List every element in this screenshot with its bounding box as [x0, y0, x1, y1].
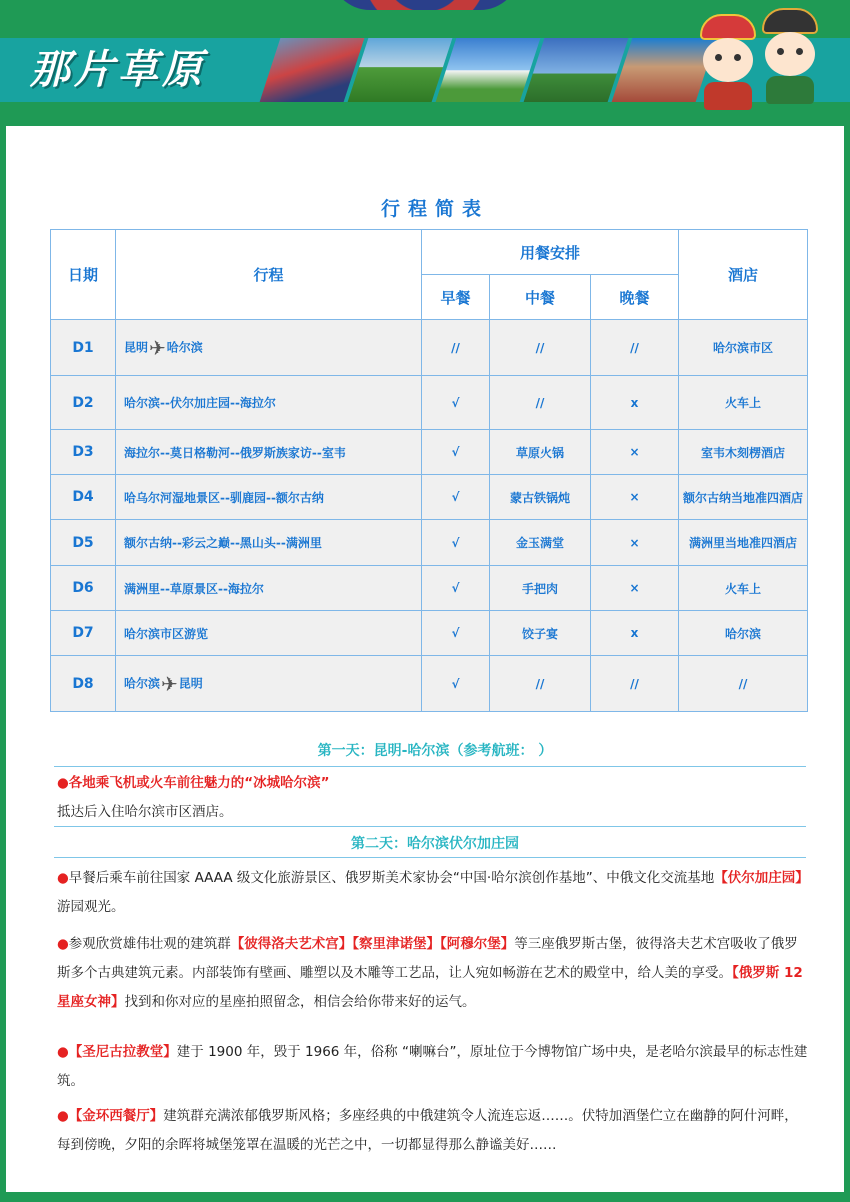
table-row: [51, 320, 808, 376]
highlight-golden-ring: 【金环西餐厅】: [68, 1108, 164, 1124]
bullet: ●: [57, 936, 69, 952]
bullet: ●: [57, 1108, 69, 1124]
day2-paragraph-4: [57, 1102, 809, 1160]
row-lunch: //: [490, 656, 591, 712]
row-day: D8: [51, 656, 116, 712]
row-route: [116, 656, 422, 712]
row-day: D7: [51, 611, 116, 656]
row-lunch: //: [490, 376, 591, 430]
row-breakfast: √: [422, 475, 490, 520]
header-hotel: 酒店: [679, 230, 808, 320]
row-lunch: 蒙古铁锅炖: [490, 475, 591, 520]
route-from: 昆明: [124, 340, 149, 354]
day2-paragraph-2: [57, 930, 809, 1017]
text: 找到和你对应的星座拍照留念，相信会给你带来好的运气。: [124, 994, 476, 1010]
row-hotel: 额尔古纳当地准四酒店: [679, 475, 808, 520]
row-dinner: ×: [591, 475, 679, 520]
day2-paragraph-3: [57, 1038, 809, 1096]
divider: [54, 766, 806, 767]
table-row: [51, 611, 808, 656]
row-hotel: 满洲里当地准四酒店: [679, 520, 808, 566]
row-day: D6: [51, 566, 116, 611]
table-row: [51, 430, 808, 475]
text: 早餐后乘车前往国家 AAAA 级文化旅游景区、俄罗斯美术家协会“中国·哈尔滨创作基地”、中俄文化交流基地: [68, 870, 715, 886]
table-row: [51, 566, 808, 611]
row-lunch: 草原火锅: [490, 430, 591, 475]
table-row: [51, 376, 808, 430]
row-lunch: //: [490, 320, 591, 376]
row-breakfast: √: [422, 430, 490, 475]
schedule-title: 行程简表: [380, 198, 489, 220]
day1-text: 抵达后入住哈尔滨市区酒店。: [57, 804, 233, 820]
text: 游园观光。: [57, 899, 125, 915]
row-dinner: ×: [591, 430, 679, 475]
row-hotel: 火车上: [679, 566, 808, 611]
row-breakfast: //: [422, 320, 490, 376]
row-dinner: x: [591, 376, 679, 430]
header-date: 日期: [51, 230, 116, 320]
row-breakfast: √: [422, 611, 490, 656]
banner-title: 那片草原: [30, 46, 206, 93]
airplane-icon: ✈: [149, 335, 166, 360]
highlight-zodiac-goddess: 【俄罗斯 12 星座女神】: [57, 965, 803, 1010]
header-ornament: [330, 0, 520, 10]
photo-folk-costume: [260, 38, 365, 102]
row-dinner: ×: [591, 520, 679, 566]
header-meals: 用餐安排: [422, 230, 679, 275]
row-hotel: 火车上: [679, 376, 808, 430]
row-route: 哈尔滨市区游览: [116, 611, 422, 656]
row-lunch: 饺子宴: [490, 611, 591, 656]
mascot-boy-icon: [762, 8, 818, 108]
header-route: 行程: [116, 230, 422, 320]
header-breakfast: 早餐: [422, 275, 490, 320]
day2-title: 第二天：哈尔滨伏尔加庄园: [351, 836, 519, 852]
row-route: 哈乌尔河湿地景区--驯鹿园--额尔古纳: [116, 475, 422, 520]
airplane-icon: ✈: [161, 671, 178, 696]
row-dinner: //: [591, 656, 679, 712]
row-route: 额尔古纳--彩云之巅--黑山头--满洲里: [116, 520, 422, 566]
row-breakfast: √: [422, 656, 490, 712]
highlight-volga-manor: 【伏尔加庄园】: [714, 870, 809, 886]
row-dinner: x: [591, 611, 679, 656]
bullet: ●: [57, 870, 69, 886]
table-row: [51, 656, 808, 712]
row-hotel: 室韦木刻楞酒店: [679, 430, 808, 475]
schedule-table: [50, 229, 808, 712]
text: 等三座俄罗斯古堡，彼得洛夫艺术宫吸收了俄罗斯多个古典建筑元素。内部装饰有壁画、雕塑以及木雕等工艺品，让人宛如畅游在艺术的殿堂中，给人美的享受。: [57, 936, 798, 981]
photo-musician: [348, 38, 453, 102]
row-route: 哈尔滨--伏尔加庄园--海拉尔: [116, 376, 422, 430]
row-dinner: ×: [591, 566, 679, 611]
content-page: [6, 126, 844, 1192]
photo-grassland: [524, 38, 629, 102]
divider: [54, 857, 806, 858]
row-hotel: 哈尔滨市区: [679, 320, 808, 376]
day1-highlight: ●各地乘飞机或火车前往魅力的“冰城哈尔滨”: [57, 775, 330, 791]
row-dinner: //: [591, 320, 679, 376]
row-hotel: 哈尔滨: [679, 611, 808, 656]
header-banner: [0, 0, 850, 120]
row-hotel: //: [679, 656, 808, 712]
row-day: D4: [51, 475, 116, 520]
route-to: 哈尔滨: [166, 340, 203, 354]
header-lunch: 中餐: [490, 275, 591, 320]
table-row: [51, 520, 808, 566]
row-breakfast: √: [422, 376, 490, 430]
row-breakfast: √: [422, 520, 490, 566]
route-to: 昆明: [178, 676, 203, 690]
row-day: D5: [51, 520, 116, 566]
text: 建筑群充满浓郁俄罗斯风格；多座经典的中俄建筑令人流连忘返……。伏特加酒堡伫立在幽静的阿什河畔，每到傍晚，夕阳的余晖将城堡笼罩在温暖的光芒之中，一切都显得那么静谧美好……: [57, 1108, 798, 1153]
row-day: D1: [51, 320, 116, 376]
day2-paragraph-1: [57, 864, 809, 922]
row-lunch: 金玉满堂: [490, 520, 591, 566]
table-row: [51, 475, 808, 520]
day1-title: 第一天：昆明-哈尔滨（参考航班： ）: [317, 743, 553, 759]
row-day: D3: [51, 430, 116, 475]
banner-photo-strip: [270, 38, 710, 102]
row-route: 满洲里--草原景区--海拉尔: [116, 566, 422, 611]
row-route: 海拉尔--莫日格勒河--俄罗斯族家访--室韦: [116, 430, 422, 475]
header-dinner: 晚餐: [591, 275, 679, 320]
route-from: 哈尔滨: [124, 676, 161, 690]
row-breakfast: √: [422, 566, 490, 611]
bullet: ●: [57, 1044, 69, 1060]
photo-yurt: [436, 38, 541, 102]
mascot-girl-icon: [700, 14, 756, 114]
row-lunch: 手把肉: [490, 566, 591, 611]
text: 参观欣赏雄伟壮观的建筑群: [68, 936, 231, 952]
text: 建于 1900 年，毁于 1966 年，俗称 “喇嘛台”，原址位于今博物馆广场中央，是老哈尔滨最早的标志性建筑。: [57, 1044, 808, 1089]
highlight-castles: 【彼得洛夫艺术宫】【察里津诺堡】【阿穆尔堡】: [230, 936, 515, 952]
mascot-group: [700, 6, 830, 116]
divider: [54, 826, 806, 827]
highlight-st-nicholas: 【圣尼古拉教堂】: [68, 1044, 177, 1060]
row-day: D2: [51, 376, 116, 430]
row-route: [116, 320, 422, 376]
